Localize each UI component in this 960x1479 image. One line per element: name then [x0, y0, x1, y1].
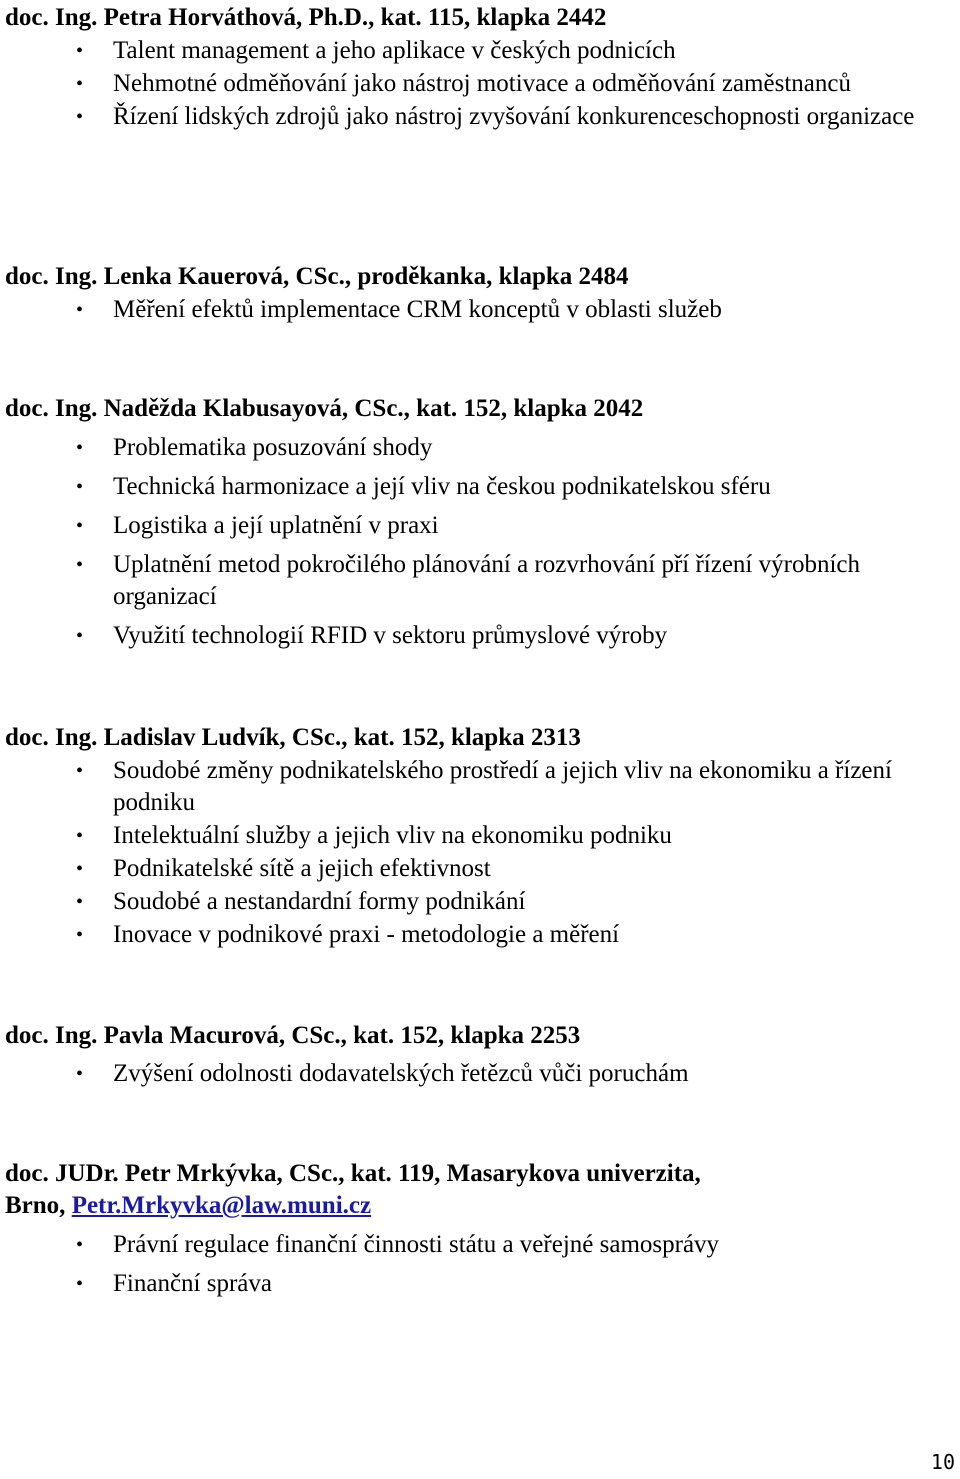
topic-list	[5, 1229, 960, 1300]
supervisor-heading: doc. JUDr. Petr Mrkývka, CSc., kat. 119, Masarykova univerzita,	[5, 1160, 701, 1187]
bullet-icon: •	[76, 1063, 84, 1085]
topic-item: • Řízení lidských zdrojů jako nástroj zvyšování konkurenceschopnosti organizace	[5, 101, 960, 133]
bullet-icon: •	[76, 891, 84, 913]
topic-item: • Problematika posuzování shody	[5, 432, 960, 464]
topic-item: • Soudobé změny podnikatelského prostředí a jejich vliv na ekonomiku a řízení podniku	[76, 757, 892, 816]
supervisor-heading: doc. Ing. Pavla Macurová, CSc., kat. 152, klapka 2253	[5, 1022, 581, 1049]
supervisor-section-ludvik	[5, 722, 960, 951]
topic-item: • Právní regulace finanční činnosti státu a veřejné samosprávy	[5, 1229, 960, 1261]
supervisor-section-klabusayova	[5, 393, 960, 652]
supervisor-heading: doc. Ing. Ladislav Ludvík, CSc., kat. 152, klapka 2313	[5, 724, 581, 751]
supervisor-heading: doc. Ing. Lenka Kauerová, CSc., proděkanka, klapka 2484	[5, 263, 629, 290]
bullet-icon: •	[76, 924, 84, 946]
supervisor-section-horvathova	[5, 2, 960, 133]
topic-item: • Inovace v podnikové praxi - metodologie a měření	[5, 919, 960, 951]
topic-list	[5, 1058, 960, 1090]
bullet-icon: •	[76, 299, 84, 321]
topic-item: • Využití technologií RFID v sektoru průmyslové výroby	[5, 620, 960, 652]
bullet-icon: •	[76, 625, 84, 647]
bullet-icon: •	[76, 554, 84, 576]
supervisor-section-macurova	[5, 1020, 960, 1090]
supervisor-heading: doc. Ing. Naděžda Klabusayová, CSc., kat. 152, klapka 2042	[5, 395, 644, 422]
bullet-icon: •	[76, 1234, 84, 1256]
topic-list	[5, 35, 960, 133]
supervisor-section-mrkyvka	[5, 1158, 960, 1300]
email-link[interactable]: Petr.Mrkyvka@law.muni.cz	[71, 1192, 372, 1219]
page-number: 10	[930, 1450, 955, 1474]
topic-item: • Zvýšení odolnosti dodavatelských řetězců vůči poruchám	[5, 1058, 960, 1090]
supervisor-heading: doc. Ing. Petra Horváthová, Ph.D., kat. 115, klapka 2442	[5, 4, 607, 31]
bullet-icon: •	[76, 437, 84, 459]
topic-item: • Technická harmonizace a její vliv na českou podnikatelskou sféru	[5, 471, 960, 503]
topic-list	[5, 294, 960, 326]
topic-item: • Měření efektů implementace CRM konceptů v oblasti služeb	[5, 294, 960, 326]
bullet-icon: •	[76, 858, 84, 880]
topic-item: • Intelektuální služby a jejich vliv na ekonomiku podniku	[5, 820, 960, 852]
topic-list	[5, 755, 960, 951]
topic-item: • Uplatnění metod pokročilého plánování a rozvrhování pří řízení výrobních organizací	[76, 551, 860, 610]
topic-item: • Finanční správa	[5, 1268, 960, 1300]
topic-item: • Podnikatelské sítě a jejich efektivnost	[5, 853, 960, 885]
bullet-icon: •	[76, 760, 84, 782]
topic-item: • Nehmotné odměňování jako nástroj motivace a odměňování zaměstnanců	[5, 68, 960, 100]
supervisor-section-kauerova	[5, 261, 960, 326]
topic-item: • Talent management a jeho aplikace v českých podnicích	[5, 35, 960, 67]
bullet-icon: •	[76, 476, 84, 498]
bullet-icon: •	[76, 40, 84, 62]
bullet-icon: •	[76, 106, 84, 128]
bullet-icon: •	[76, 825, 84, 847]
supervisor-heading-line2: Brno, Petr.Mrkyvka@law.muni.cz	[5, 1192, 372, 1219]
bullet-icon: •	[76, 515, 84, 537]
topic-item: • Logistika a její uplatnění v praxi	[5, 510, 960, 542]
bullet-icon: •	[76, 1273, 84, 1295]
topic-list	[5, 432, 960, 652]
bullet-icon: •	[76, 73, 84, 95]
topic-item: • Soudobé a nestandardní formy podnikání	[5, 886, 960, 918]
